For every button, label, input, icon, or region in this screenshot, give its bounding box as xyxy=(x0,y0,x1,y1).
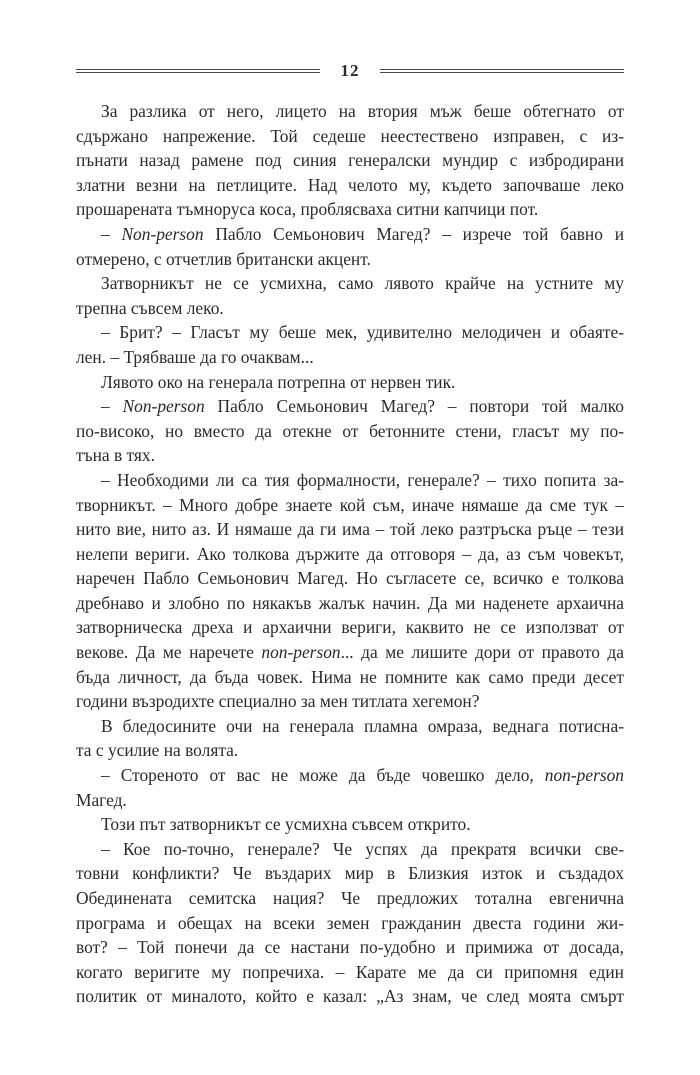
text-run: програма и обещах на всеки земен гражданин двеста години жи- xyxy=(76,912,624,933)
text-run: Лявото око на генерала потрепна от нервен тик. xyxy=(101,371,456,392)
text-run: Пабло Семьонович Магед? – изрече той бавно и xyxy=(203,223,624,244)
text-line xyxy=(76,738,624,763)
text-run: политик от миналото, който е казал: „Аз знам, че след моята смърт xyxy=(76,986,624,1007)
page-header xyxy=(76,60,624,84)
text-line xyxy=(76,861,624,886)
text-run: пънати назад рамене под синия генералски мундир с избродирани xyxy=(76,150,624,171)
italic-term: non-person xyxy=(261,642,341,663)
text-line xyxy=(76,812,624,837)
text-run: дребнаво и злобно по някакъв жалък начин. Да ми наденете архаична xyxy=(76,592,624,613)
text-line xyxy=(76,296,624,321)
italic-term: non-person xyxy=(544,765,624,786)
text-line xyxy=(76,493,624,518)
text-run: товни конфликти? Че въздарих мир в Близкия изток и създадох xyxy=(76,863,624,884)
text-line xyxy=(76,788,624,813)
text-run: векове. Да ме наречете xyxy=(76,642,262,663)
text-line xyxy=(76,443,624,468)
text-run: Обединената семитска нация? Че предложих тотална евгенична xyxy=(76,888,624,908)
text-run: Този път затворникът се усмихна съвсем открито. xyxy=(101,814,471,835)
text-line xyxy=(76,370,624,395)
text-line xyxy=(76,247,624,272)
text-run: затворническа дреха и архаични вериги, каквито не се използват от xyxy=(76,617,624,638)
text-line xyxy=(76,763,624,788)
text-line xyxy=(76,99,624,124)
text-run: наречен Пабло Семьонович Магед. Но съгласете се, всичко е толкова xyxy=(76,568,624,589)
header-rule-right xyxy=(380,69,624,73)
text-line xyxy=(76,320,624,345)
text-line xyxy=(76,615,624,640)
text-line xyxy=(76,935,624,960)
text-run: творникът. – Много добре знаете кой съм, иначе нямаше да сме тук – xyxy=(76,494,624,515)
text-line xyxy=(76,222,624,247)
text-line xyxy=(76,345,624,370)
text-run: Пабло Семьонович Магед? – повтори той малко xyxy=(204,396,624,417)
text-line xyxy=(76,394,624,419)
text-run: вот? – Той понечи да се настани по-удобно и примижа от досада, xyxy=(76,937,624,958)
text-run: прошарената тъмноруса коса, проблясваха ситни капчици пот. xyxy=(76,199,539,220)
text-run: – xyxy=(101,396,123,417)
text-run: Магед. xyxy=(76,789,127,810)
text-run: Затворникът не се усмихна, само лявото крайче на устните му xyxy=(101,273,624,294)
text-line xyxy=(76,419,624,444)
text-run: ... да ме лишите дори от правото да xyxy=(340,642,624,663)
text-run: В бледосините очи на генерала пламна омраза, веднага потисна- xyxy=(101,715,624,736)
text-run: бъда личност, да бъда човек. Нима не помните как само преди десет xyxy=(76,666,624,687)
text-line xyxy=(76,197,624,222)
body-text xyxy=(76,99,624,1009)
italic-term: Non-person xyxy=(121,223,204,244)
text-line xyxy=(76,468,624,493)
text-run: – Брит? – Гласът му беше мек, удивително мелодичен и обаяте- xyxy=(101,322,624,343)
text-run: тъна в тях. xyxy=(76,445,155,466)
text-run: трепна съвсем леко. xyxy=(76,297,224,318)
text-run: та с усилие на волята. xyxy=(76,740,239,761)
text-run: нелепи вериги. Ако толкова държите да отговоря – да, аз съм човекът, xyxy=(76,543,624,564)
text-run: когато веригите му попречиха. – Карате ме да си припомня един xyxy=(76,961,624,982)
text-line xyxy=(76,566,624,591)
text-line xyxy=(76,640,624,665)
text-line xyxy=(76,911,624,936)
text-line xyxy=(76,960,624,985)
text-line xyxy=(76,173,624,198)
text-line xyxy=(76,689,624,714)
text-run: сдържано напрежение. Той седеше неестествено изправен, с из- xyxy=(76,125,624,146)
text-run: златни везни на петлиците. Над челото му, където започваше леко xyxy=(76,174,624,195)
italic-term: Non-person xyxy=(122,396,205,417)
text-line xyxy=(76,714,624,739)
text-line xyxy=(76,271,624,296)
text-run: по-високо, но вместо да отекне от бетонните стени, гласът му по- xyxy=(76,420,624,441)
text-run: лен. – Трябваше да го очаквам... xyxy=(76,346,314,367)
text-run: нито вие, нито аз. И нямаше да ги има – той леко разтръска ръце – тези xyxy=(76,519,624,540)
text-run: – xyxy=(101,223,122,244)
text-line xyxy=(76,591,624,616)
text-line xyxy=(76,124,624,149)
text-run: – Необходими ли са тия формалности, генерале? – тихо попита за- xyxy=(101,469,624,490)
page-number: 12 xyxy=(340,61,360,80)
text-line xyxy=(76,886,624,911)
text-line xyxy=(76,148,624,173)
text-run: – Стореното от вас не може да бъде човешко дело, xyxy=(101,765,545,786)
text-run: За разлика от него, лицето на втория мъж беше обтегнато от xyxy=(101,101,624,121)
text-line xyxy=(76,984,624,1009)
text-line xyxy=(76,517,624,542)
text-line xyxy=(76,837,624,862)
text-line xyxy=(76,542,624,567)
text-line xyxy=(76,665,624,690)
text-run: години възродихте специално за мен титлата хегемон? xyxy=(76,691,480,712)
text-run: – Кое по-точно, генерале? Че успях да прекратя всички све- xyxy=(101,838,624,859)
text-run: отмерено, с отчетлив британски акцент. xyxy=(76,248,371,269)
